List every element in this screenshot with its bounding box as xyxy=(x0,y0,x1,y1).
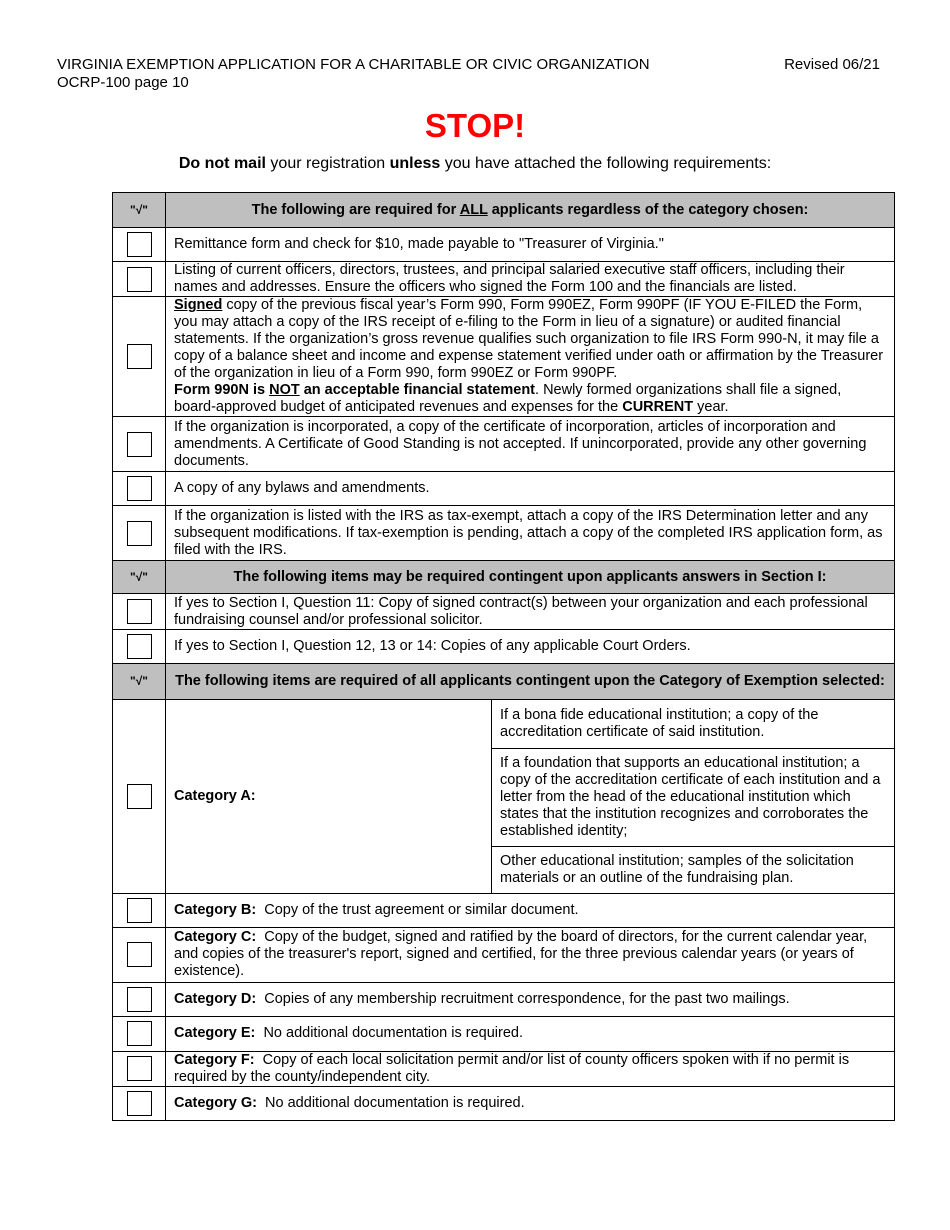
category-f-label: Category F: xyxy=(174,1051,255,1068)
instructions-do-not-mail: Do not mail xyxy=(178,155,266,172)
section-contingent-header-row xyxy=(113,561,895,594)
req-form-990-signed: Signed xyxy=(174,297,223,313)
form-page-number: OCRP-100 page 10 xyxy=(57,74,189,91)
table-row xyxy=(113,982,895,1016)
category-a-option-2: If a foundation that supports an educational institution; a copy of the accreditation certificate of each institution and a letter from the head of the educational institution which states that the institution recognizes and corroborates the established identity; xyxy=(492,748,895,846)
checkbox-incorporation[interactable] xyxy=(127,432,152,457)
category-d-label: Category D: xyxy=(174,990,257,1007)
category-b xyxy=(166,893,895,927)
category-a-label: Category A: xyxy=(166,700,492,893)
table-row xyxy=(113,472,895,506)
req-incorporation: If the organization is incorporated, a copy of the certificate of incorporation, articles of incorporation and amendments. A Certificate of Good Standing is not accepted. If unincorporated, provide any other governing documents. xyxy=(166,417,895,472)
table-row xyxy=(113,1016,895,1051)
table-row xyxy=(113,262,895,297)
checkbox-category-c[interactable] xyxy=(127,942,152,967)
category-a-options xyxy=(166,700,894,893)
checkbox-cell xyxy=(113,982,166,1016)
category-a-cell xyxy=(166,700,895,894)
table-row xyxy=(113,594,895,630)
category-b-text: Copy of the trust agreement or similar document. xyxy=(256,901,579,918)
checkbox-irs-letter[interactable] xyxy=(127,521,152,546)
category-c-text: Copy of the budget, signed and ratified by the board of directors, for the current calendar year, and copies of the treasurer's report, signed and certified, for the three previous calendar years (or years of existence). xyxy=(174,929,872,979)
category-c xyxy=(166,927,895,982)
category-g-label: Category G: xyxy=(174,1094,257,1111)
checkbox-remittance[interactable] xyxy=(127,232,152,257)
instructions-line xyxy=(0,154,950,174)
table-row xyxy=(113,1086,895,1120)
category-d xyxy=(166,982,895,1016)
checkbox-cell xyxy=(113,630,166,664)
checkbox-category-b[interactable] xyxy=(127,898,152,923)
table-row xyxy=(113,630,895,664)
checkbox-cell xyxy=(113,1016,166,1051)
section-all-header-all: ALL xyxy=(459,201,488,218)
req-form-990 xyxy=(166,297,895,417)
checkbox-category-a[interactable] xyxy=(127,784,152,809)
category-e xyxy=(166,1016,895,1051)
requirements-table xyxy=(112,192,895,1121)
req-form-990-current: CURRENT xyxy=(622,399,694,415)
category-c-label: Category C: xyxy=(174,929,257,945)
req-irs-letter: If the organization is listed with the IRS as tax-exempt, attach a copy of the IRS Determination letter and any subsequent modifications. If tax-exemption is pending, attach a copy of the completed IRS application form, as filed with the IRS. xyxy=(166,506,895,561)
table-row xyxy=(113,506,895,561)
section-contingent-header: The following items may be required contingent upon applicants answers in Section I: xyxy=(166,561,895,594)
section-category-header: The following items are required of all applicants contingent upon the Category of Exemption selected: xyxy=(166,664,895,700)
category-f-text: Copy of each local solicitation permit and/or list of county officers spoken with if no permit is required by the county/independent city. xyxy=(174,1051,854,1085)
section-all-header-text: The following are required for xyxy=(251,201,460,218)
req-officers-list: Listing of current officers, directors, trustees, and principal salaried executive staff officers, including their names and addresses. Ensure the officers who signed the Form 100 and the financials are listed. xyxy=(166,262,895,297)
checkbox-contracts[interactable] xyxy=(127,599,152,624)
req-form-990-text: copy of the previous fiscal year’s Form 990, Form 990EZ, Form 990PF (IF YOU E-FILED the Form, you may attach a copy of the IRS receipt of e-filing to the Form in lieu of a signature) or audited financial statements. If the organization’s gross revenue qualifies such organization to file IRS Form 990-N, it may file a copy of a balance sheet and income and expense statement verified under oath or affirmation by the Treasurer of the organization in lieu of a Form 990, form 990EZ or Form 990PF. xyxy=(174,297,884,381)
checkbox-cell xyxy=(113,472,166,506)
req-form-990-bold-end: an acceptable financial statement xyxy=(299,382,536,398)
section-all-header-text-end: applicants regardless of the category chosen: xyxy=(487,201,809,218)
checkbox-court-orders[interactable] xyxy=(127,634,152,659)
req-court-orders: If yes to Section I, Question 12, 13 or 14: Copies of any applicable Court Orders. xyxy=(166,630,895,664)
checkbox-cell xyxy=(113,700,166,894)
checkbox-cell xyxy=(113,1051,166,1086)
table-row xyxy=(113,1051,895,1086)
req-contracts: If yes to Section I, Question 11: Copy of signed contract(s) between your organization and each professional fundraising counsel and/or professional solicitor. xyxy=(166,594,895,630)
checkbox-cell xyxy=(113,927,166,982)
checkbox-cell xyxy=(113,262,166,297)
table-row xyxy=(113,927,895,982)
check-column-header: "√" xyxy=(113,664,166,700)
section-all-header xyxy=(166,193,895,228)
check-column-header: "√" xyxy=(113,561,166,594)
table-row xyxy=(166,700,894,748)
checkbox-form-990[interactable] xyxy=(127,344,152,369)
checkbox-category-d[interactable] xyxy=(127,987,152,1012)
section-category-header-row xyxy=(113,664,895,700)
checkbox-cell xyxy=(113,893,166,927)
checkbox-cell xyxy=(113,506,166,561)
checkbox-category-g[interactable] xyxy=(127,1091,152,1116)
category-d-text: Copies of any membership recruitment correspondence, for the past two mailings. xyxy=(256,990,790,1007)
req-remittance: Remittance form and check for $10, made payable to "Treasurer of Virginia." xyxy=(166,228,895,262)
checkbox-cell xyxy=(113,417,166,472)
revised-date: Revised 06/21 xyxy=(784,56,880,73)
checkbox-bylaws[interactable] xyxy=(127,476,152,501)
checkbox-cell xyxy=(113,594,166,630)
category-a-option-3: Other educational institution; samples of the solicitation materials or an outline of the fundraising plan. xyxy=(492,846,895,893)
table-row xyxy=(113,417,895,472)
table-row xyxy=(113,228,895,262)
category-a-option-1: If a bona fide educational institution; a copy of the accreditation certificate of said institution. xyxy=(500,706,819,740)
category-g xyxy=(166,1086,895,1120)
checkbox-category-f[interactable] xyxy=(127,1056,152,1081)
section-all-header-row xyxy=(113,193,895,228)
req-form-990-text2: . Newly formed organizations shall file a signed, board-approved budget of anticipated revenues and expenses for the xyxy=(174,382,842,415)
table-row xyxy=(113,297,895,417)
req-bylaws: A copy of any bylaws and amendments. xyxy=(166,472,895,506)
instructions-text-1: your registration xyxy=(265,155,390,172)
req-form-990-bold: Form 990N is xyxy=(174,382,270,398)
instructions-unless: unless xyxy=(389,155,441,172)
form-header xyxy=(57,56,650,92)
checkbox-cell xyxy=(113,1086,166,1120)
instructions-text-2: you have attached the following requirements: xyxy=(440,155,772,172)
form-title: VIRGINIA EXEMPTION APPLICATION FOR A CHARITABLE OR CIVIC ORGANIZATION xyxy=(57,56,650,73)
category-f xyxy=(166,1051,895,1086)
stop-heading: STOP! xyxy=(424,107,526,144)
checkbox-category-e[interactable] xyxy=(127,1021,152,1046)
table-row xyxy=(113,893,895,927)
checkbox-officers-list[interactable] xyxy=(127,267,152,292)
req-form-990-end: year. xyxy=(693,399,729,415)
checkbox-cell xyxy=(113,297,166,417)
checkbox-cell xyxy=(113,228,166,262)
req-form-990-not: NOT xyxy=(269,382,300,398)
category-g-text: No additional documentation is required. xyxy=(257,1094,525,1111)
category-e-text: No additional documentation is required. xyxy=(255,1025,523,1041)
check-column-header: "√" xyxy=(113,193,166,228)
category-e-label: Category E: xyxy=(174,1025,256,1041)
category-b-label: Category B: xyxy=(174,901,257,918)
table-row xyxy=(113,700,895,894)
